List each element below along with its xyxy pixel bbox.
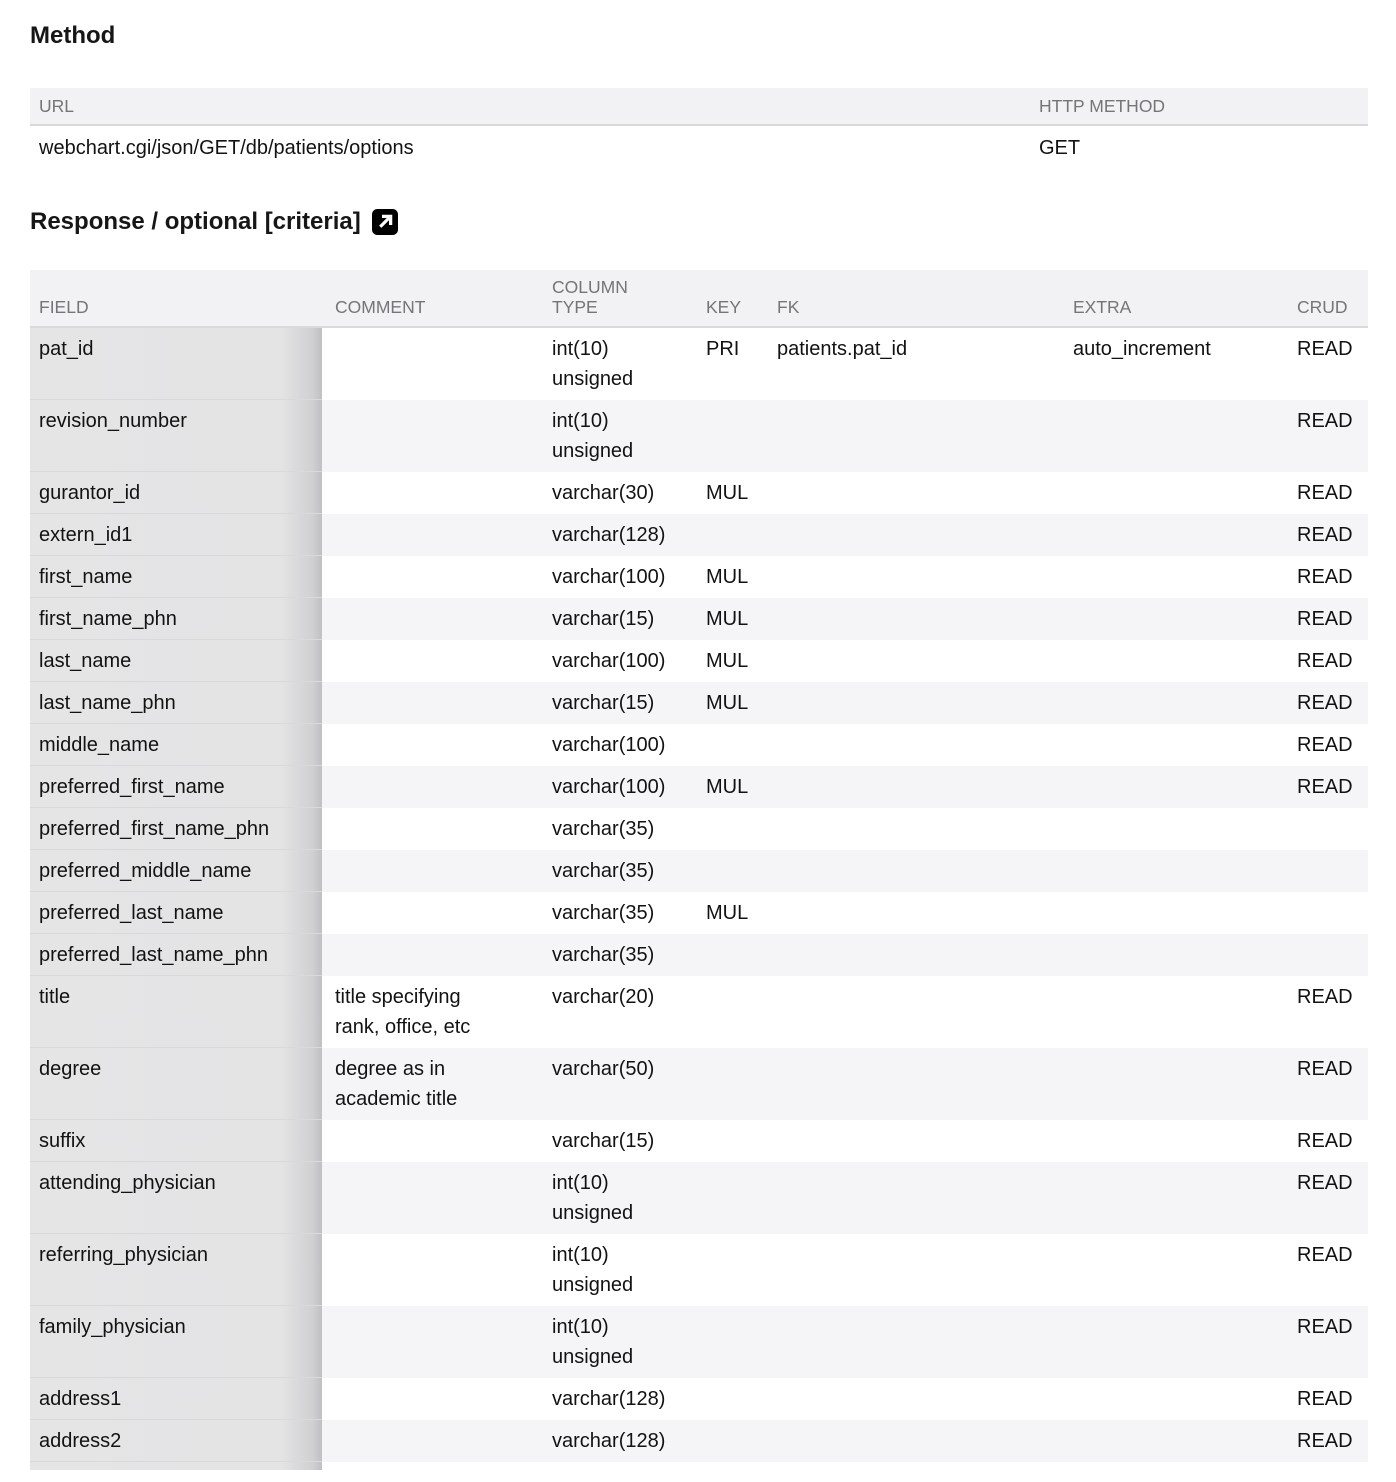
fk-cell (764, 598, 1060, 640)
table-row (30, 892, 1368, 934)
crud-cell: READ (1297, 1130, 1353, 1152)
table-row (30, 514, 1368, 556)
table-row (30, 1234, 1368, 1306)
table-row (30, 1048, 1368, 1120)
extra-cell (1060, 808, 1284, 850)
method-section-title: Method (30, 22, 116, 49)
type-cell: varchar(15) (552, 1130, 655, 1152)
field-cell: last_name_phn (30, 682, 322, 724)
type-cell: varchar(100) (552, 566, 666, 588)
type-cell: int(10) unsigned (539, 400, 693, 472)
key-cell (693, 724, 764, 766)
field-cell: last_name (30, 640, 322, 682)
table-row (30, 934, 1368, 976)
table-row (30, 598, 1368, 640)
table-row (30, 1120, 1368, 1162)
extra-cell (1060, 1048, 1284, 1120)
response-section-title: Response / optional [criteria] (30, 208, 361, 235)
fk-cell (764, 1162, 1060, 1234)
comment-cell (322, 514, 539, 556)
response-section-heading (30, 208, 1368, 236)
comment-cell (322, 808, 539, 850)
fk-cell (764, 1048, 1060, 1120)
type-cell: varchar(128) (552, 1388, 666, 1410)
comment-cell (322, 766, 539, 808)
type-cell: varchar(20) (552, 986, 655, 1008)
comment-cell (322, 556, 539, 598)
comment-cell (322, 1306, 539, 1378)
fk-cell (764, 850, 1060, 892)
fk-cell (764, 640, 1060, 682)
extra-cell (1060, 400, 1284, 472)
field-cell: address1 (30, 1378, 322, 1420)
table-row (30, 976, 1368, 1048)
comment-cell: title specifying rank, office, etc (335, 986, 471, 1038)
extra-cell (1060, 1162, 1284, 1234)
field-cell: family_physician (30, 1306, 322, 1378)
fk-cell (764, 808, 1060, 850)
type-cell: int(10) unsigned (552, 338, 634, 390)
table-row (30, 808, 1368, 850)
key-cell (693, 1234, 764, 1306)
extra-cell: auto_increment (1073, 338, 1211, 360)
table-row (30, 327, 1368, 400)
extra-cell (1060, 1306, 1284, 1378)
extra-cell (1060, 724, 1284, 766)
table-row (30, 766, 1368, 808)
comment-cell (322, 400, 539, 472)
type-cell: varchar(30) (552, 482, 655, 504)
crud-cell: READ (1297, 734, 1353, 756)
type-cell: varchar(35) (552, 818, 655, 840)
extra-cell (1060, 640, 1284, 682)
url-cell: webchart.cgi/json/GET/db/patients/options (39, 137, 414, 159)
comment-cell (322, 1378, 539, 1420)
crud-cell (1284, 850, 1368, 892)
field-cell: middle_name (30, 724, 322, 766)
response-table-header-row (30, 270, 1368, 327)
crud-cell (1284, 808, 1368, 850)
fk-cell: patients.pat_id (777, 338, 908, 360)
method-table (30, 88, 1368, 170)
field-cell: suffix (30, 1120, 322, 1162)
extra-cell (1060, 976, 1284, 1048)
type-cell: int(10) unsigned (539, 1162, 693, 1234)
fk-cell (764, 1120, 1060, 1162)
table-row (30, 682, 1368, 724)
crud-cell: READ (1284, 682, 1368, 724)
column-header-url: URL (30, 88, 1030, 125)
key-cell: MUL (706, 902, 749, 924)
fk-cell (764, 1420, 1060, 1462)
key-cell (693, 1420, 764, 1462)
crud-cell: READ (1284, 1306, 1368, 1378)
crud-cell: READ (1284, 598, 1368, 640)
fk-cell (764, 1306, 1060, 1378)
field-cell: preferred_first_name_phn (30, 808, 322, 850)
key-cell (693, 400, 764, 472)
crud-cell: READ (1284, 1048, 1368, 1120)
fk-cell (764, 556, 1060, 598)
extra-cell (1060, 598, 1284, 640)
comment-cell (322, 850, 539, 892)
key-cell: MUL (693, 682, 764, 724)
key-cell: MUL (706, 566, 749, 588)
comment-cell (322, 892, 539, 934)
crud-cell: READ (1297, 1244, 1353, 1266)
comment-cell (322, 327, 539, 400)
external-link-icon[interactable] (372, 209, 398, 235)
comment-cell (322, 640, 539, 682)
extra-cell (1060, 1378, 1284, 1420)
fk-cell (764, 976, 1060, 1048)
table-row (30, 556, 1368, 598)
field-cell: referring_physician (30, 1234, 322, 1306)
table-row (30, 1162, 1368, 1234)
extra-cell (1060, 934, 1284, 976)
table-row (30, 125, 1368, 170)
crud-cell (1284, 934, 1368, 976)
crud-cell: READ (1297, 338, 1353, 360)
key-cell (693, 976, 764, 1048)
extra-cell (1060, 1120, 1284, 1162)
crud-cell: READ (1297, 482, 1353, 504)
crud-cell: READ (1297, 650, 1353, 672)
column-header-http-method: HTTP METHOD (1030, 88, 1368, 125)
field-cell: preferred_first_name (30, 766, 322, 808)
crud-cell: READ (1297, 566, 1353, 588)
field-cell: attending_physician (30, 1162, 322, 1234)
key-cell: MUL (706, 482, 749, 504)
extra-cell (1060, 892, 1284, 934)
comment-cell: degree as in academic title (322, 1048, 539, 1120)
key-cell: PRI (706, 338, 740, 360)
fk-cell (764, 892, 1060, 934)
field-cell: preferred_middle_name (30, 850, 322, 892)
field-cell: preferred_last_name (30, 892, 322, 934)
type-cell: int(10) unsigned (539, 1306, 693, 1378)
crud-cell: READ (1284, 1162, 1368, 1234)
field-cell: first_name (30, 556, 322, 598)
key-cell: MUL (693, 766, 764, 808)
type-cell: int(10) unsigned (552, 1244, 634, 1296)
extra-cell (1060, 514, 1284, 556)
table-row (30, 850, 1368, 892)
comment-cell (322, 598, 539, 640)
type-cell: varchar(15) (539, 598, 693, 640)
comment-cell (322, 724, 539, 766)
field-cell: gurantor_id (30, 472, 322, 514)
type-cell: varchar(50) (539, 1048, 693, 1120)
comment-cell (322, 1420, 539, 1462)
key-cell (693, 1048, 764, 1120)
field-cell: pat_id (30, 327, 322, 400)
key-cell (693, 1306, 764, 1378)
key-cell (693, 850, 764, 892)
fk-cell (764, 934, 1060, 976)
crud-cell: READ (1284, 514, 1368, 556)
field-cell: degree (30, 1048, 322, 1120)
type-cell: varchar(35) (552, 902, 655, 924)
column-header-fk: FK (764, 270, 1060, 327)
type-cell: varchar(100) (539, 766, 693, 808)
type-cell: varchar(35) (539, 934, 693, 976)
key-cell (693, 1162, 764, 1234)
comment-cell (322, 1162, 539, 1234)
crud-cell: READ (1284, 1420, 1368, 1462)
type-cell: varchar(35) (539, 850, 693, 892)
next-row-partial (30, 1462, 1368, 1470)
field-cell: first_name_phn (30, 598, 322, 640)
column-header-column-type: COLUMN TYPE (539, 270, 693, 327)
extra-cell (1060, 1420, 1284, 1462)
type-cell: varchar(15) (539, 682, 693, 724)
column-header-comment: COMMENT (322, 270, 539, 327)
table-row (30, 1306, 1368, 1378)
key-cell: MUL (693, 598, 764, 640)
table-row (30, 400, 1368, 472)
comment-cell (322, 1234, 539, 1306)
crud-cell (1284, 892, 1368, 934)
key-cell (693, 808, 764, 850)
fk-cell (764, 472, 1060, 514)
fk-cell (764, 1378, 1060, 1420)
http-method-cell: GET (1039, 137, 1081, 159)
table-row (30, 472, 1368, 514)
field-cell: title (30, 976, 322, 1048)
type-cell: varchar(128) (539, 1420, 693, 1462)
extra-cell (1060, 1234, 1284, 1306)
column-header-crud: CRUD (1284, 270, 1368, 327)
key-cell (693, 514, 764, 556)
table-row (30, 1378, 1368, 1420)
fk-cell (764, 766, 1060, 808)
method-table-header-row (30, 88, 1368, 125)
comment-cell (322, 472, 539, 514)
extra-cell (1060, 850, 1284, 892)
field-cell: extern_id1 (30, 514, 322, 556)
table-row (30, 640, 1368, 682)
fk-cell (764, 1234, 1060, 1306)
comment-cell (322, 682, 539, 724)
type-cell: varchar(128) (539, 514, 693, 556)
table-row (30, 1420, 1368, 1462)
comment-cell (322, 934, 539, 976)
crud-cell: READ (1297, 1388, 1353, 1410)
response-table (30, 270, 1368, 1462)
crud-cell: READ (1284, 400, 1368, 472)
type-cell: varchar(100) (552, 650, 666, 672)
column-header-extra: EXTRA (1060, 270, 1284, 327)
extra-cell (1060, 556, 1284, 598)
table-row (30, 724, 1368, 766)
crud-cell: READ (1284, 766, 1368, 808)
type-cell: varchar(100) (552, 734, 666, 756)
field-cell: preferred_last_name_phn (30, 934, 322, 976)
fk-cell (764, 400, 1060, 472)
crud-cell: READ (1297, 986, 1353, 1008)
key-cell (693, 1378, 764, 1420)
fk-cell (764, 682, 1060, 724)
comment-cell (322, 1120, 539, 1162)
fk-cell (764, 724, 1060, 766)
column-header-field: FIELD (30, 270, 322, 327)
field-cell: revision_number (30, 400, 322, 472)
key-cell (693, 934, 764, 976)
extra-cell (1060, 682, 1284, 724)
field-cell: address2 (30, 1420, 322, 1462)
extra-cell (1060, 472, 1284, 514)
column-header-key: KEY (693, 270, 764, 327)
extra-cell (1060, 766, 1284, 808)
key-cell (693, 1120, 764, 1162)
key-cell: MUL (706, 650, 749, 672)
fk-cell (764, 514, 1060, 556)
